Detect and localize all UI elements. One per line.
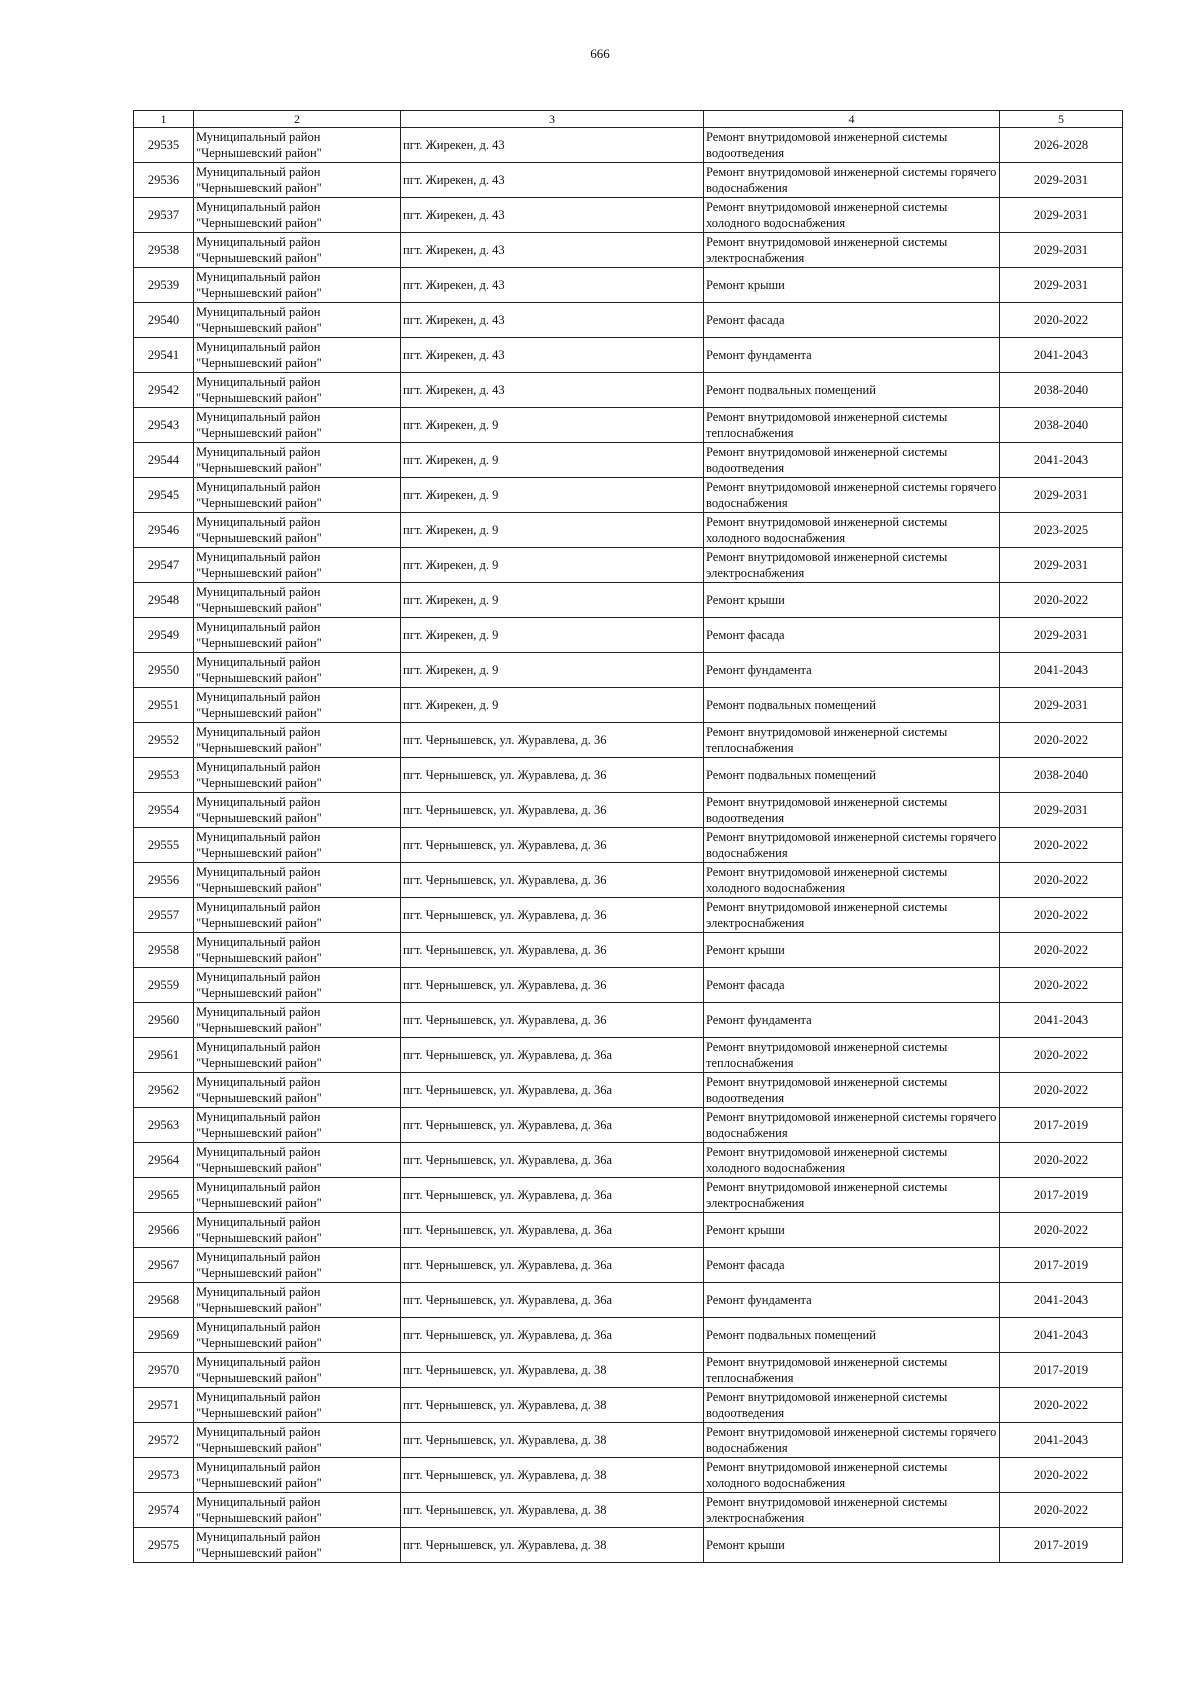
row-number-cell: 29554 [134,793,194,828]
row-number-cell: 29548 [134,583,194,618]
work-type-cell: Ремонт фасада [704,618,1000,653]
table-row [134,268,1123,303]
table-row [134,1038,1123,1073]
municipality-cell: Муниципальный район "Чернышевский район" [194,303,401,338]
table-row [134,1318,1123,1353]
column-header-1: 1 [134,111,194,128]
address-cell: пгт. Жирекен, д. 43 [401,268,704,303]
period-cell: 2041-2043 [1000,1423,1123,1458]
table-row [134,1213,1123,1248]
municipality-cell: Муниципальный район "Чернышевский район" [194,268,401,303]
table-row [134,443,1123,478]
address-cell: пгт. Жирекен, д. 9 [401,688,704,723]
row-number-cell: 29538 [134,233,194,268]
period-cell: 2029-2031 [1000,233,1123,268]
work-type-cell: Ремонт фундамента [704,653,1000,688]
row-number-cell: 29564 [134,1143,194,1178]
address-cell: пгт. Чернышевск, ул. Журавлева, д. 36а [401,1038,704,1073]
address-cell: пгт. Чернышевск, ул. Журавлева, д. 38 [401,1353,704,1388]
municipality-cell: Муниципальный район "Чернышевский район" [194,128,401,163]
municipality-cell: Муниципальный район "Чернышевский район" [194,1423,401,1458]
period-cell: 2020-2022 [1000,1213,1123,1248]
table-row [134,1248,1123,1283]
period-cell: 2020-2022 [1000,863,1123,898]
address-cell: пгт. Чернышевск, ул. Журавлева, д. 36 [401,758,704,793]
period-cell: 2020-2022 [1000,583,1123,618]
period-cell: 2041-2043 [1000,653,1123,688]
municipality-cell: Муниципальный район "Чернышевский район" [194,1388,401,1423]
municipality-cell: Муниципальный район "Чернышевский район" [194,898,401,933]
address-cell: пгт. Жирекен, д. 43 [401,198,704,233]
address-cell: пгт. Чернышевск, ул. Журавлева, д. 36а [401,1213,704,1248]
period-cell: 2020-2022 [1000,1493,1123,1528]
period-cell: 2029-2031 [1000,688,1123,723]
address-cell: пгт. Чернышевск, ул. Журавлева, д. 36а [401,1248,704,1283]
address-cell: пгт. Жирекен, д. 43 [401,338,704,373]
municipality-cell: Муниципальный район "Чернышевский район" [194,1213,401,1248]
period-cell: 2020-2022 [1000,968,1123,1003]
period-cell: 2020-2022 [1000,1458,1123,1493]
row-number-cell: 29561 [134,1038,194,1073]
work-type-cell: Ремонт фасада [704,968,1000,1003]
work-type-cell: Ремонт внутридомовой инженерной системы горячего водоснабжения [704,478,1000,513]
row-number-cell: 29569 [134,1318,194,1353]
period-cell: 2020-2022 [1000,898,1123,933]
table-row [134,583,1123,618]
work-type-cell: Ремонт внутридомовой инженерной системы горячего водоснабжения [704,828,1000,863]
address-cell: пгт. Жирекен, д. 9 [401,653,704,688]
period-cell: 2017-2019 [1000,1108,1123,1143]
period-cell: 2020-2022 [1000,1388,1123,1423]
period-cell: 2017-2019 [1000,1528,1123,1563]
table-row [134,723,1123,758]
period-cell: 2029-2031 [1000,268,1123,303]
row-number-cell: 29570 [134,1353,194,1388]
table-row [134,1283,1123,1318]
municipality-cell: Муниципальный район "Чернышевский район" [194,968,401,1003]
address-cell: пгт. Чернышевск, ул. Журавлева, д. 36а [401,1073,704,1108]
period-cell: 2026-2028 [1000,128,1123,163]
table-row [134,513,1123,548]
address-cell: пгт. Чернышевск, ул. Журавлева, д. 36а [401,1178,704,1213]
table-row [134,758,1123,793]
address-cell: пгт. Жирекен, д. 9 [401,478,704,513]
work-type-cell: Ремонт фасада [704,1248,1000,1283]
row-number-cell: 29545 [134,478,194,513]
period-cell: 2017-2019 [1000,1178,1123,1213]
table-row [134,933,1123,968]
table-row [134,688,1123,723]
address-cell: пгт. Жирекен, д. 9 [401,583,704,618]
work-type-cell: Ремонт внутридомовой инженерной системы горячего водоснабжения [704,1423,1000,1458]
work-type-cell: Ремонт внутридомовой инженерной системы электроснабжения [704,233,1000,268]
table-row [134,198,1123,233]
period-cell: 2038-2040 [1000,758,1123,793]
table-row [134,1388,1123,1423]
work-type-cell: Ремонт внутридомовой инженерной системы холодного водоснабжения [704,198,1000,233]
table-row [134,373,1123,408]
header-row [134,111,1123,128]
municipality-cell: Муниципальный район "Чернышевский район" [194,618,401,653]
period-cell: 2020-2022 [1000,933,1123,968]
municipality-cell: Муниципальный район "Чернышевский район" [194,408,401,443]
row-number-cell: 29567 [134,1248,194,1283]
row-number-cell: 29573 [134,1458,194,1493]
row-number-cell: 29550 [134,653,194,688]
registry-table [133,110,1123,1563]
period-cell: 2041-2043 [1000,1003,1123,1038]
table-row [134,303,1123,338]
address-cell: пгт. Жирекен, д. 43 [401,163,704,198]
row-number-cell: 29571 [134,1388,194,1423]
address-cell: пгт. Чернышевск, ул. Журавлева, д. 36 [401,793,704,828]
row-number-cell: 29575 [134,1528,194,1563]
work-type-cell: Ремонт внутридомовой инженерной системы горячего водоснабжения [704,1108,1000,1143]
row-number-cell: 29562 [134,1073,194,1108]
municipality-cell: Муниципальный район "Чернышевский район" [194,1283,401,1318]
period-cell: 2023-2025 [1000,513,1123,548]
work-type-cell: Ремонт внутридомовой инженерной системы холодного водоснабжения [704,1143,1000,1178]
period-cell: 2017-2019 [1000,1248,1123,1283]
column-header-3: 3 [401,111,704,128]
work-type-cell: Ремонт внутридомовой инженерной системы холодного водоснабжения [704,1458,1000,1493]
row-number-cell: 29557 [134,898,194,933]
period-cell: 2020-2022 [1000,828,1123,863]
municipality-cell: Муниципальный район "Чернышевский район" [194,1458,401,1493]
municipality-cell: Муниципальный район "Чернышевский район" [194,373,401,408]
column-header-2: 2 [194,111,401,128]
address-cell: пгт. Жирекен, д. 9 [401,408,704,443]
table-row [134,1528,1123,1563]
address-cell: пгт. Чернышевск, ул. Журавлева, д. 36 [401,1003,704,1038]
municipality-cell: Муниципальный район "Чернышевский район" [194,233,401,268]
address-cell: пгт. Чернышевск, ул. Журавлева, д. 36а [401,1283,704,1318]
table-row [134,1108,1123,1143]
row-number-cell: 29558 [134,933,194,968]
table-header [134,111,1123,128]
address-cell: пгт. Чернышевск, ул. Журавлева, д. 38 [401,1388,704,1423]
row-number-cell: 29565 [134,1178,194,1213]
table-body [134,128,1123,1563]
work-type-cell: Ремонт фундамента [704,1283,1000,1318]
address-cell: пгт. Жирекен, д. 9 [401,443,704,478]
address-cell: пгт. Чернышевск, ул. Журавлева, д. 36а [401,1143,704,1178]
address-cell: пгт. Чернышевск, ул. Журавлева, д. 36 [401,863,704,898]
work-type-cell: Ремонт внутридомовой инженерной системы электроснабжения [704,898,1000,933]
table-row [134,478,1123,513]
period-cell: 2041-2043 [1000,443,1123,478]
column-header-5: 5 [1000,111,1123,128]
table-row [134,163,1123,198]
address-cell: пгт. Чернышевск, ул. Журавлева, д. 36 [401,723,704,758]
municipality-cell: Муниципальный район "Чернышевский район" [194,1178,401,1213]
table-row [134,968,1123,1003]
work-type-cell: Ремонт внутридомовой инженерной системы электроснабжения [704,1178,1000,1213]
municipality-cell: Муниципальный район "Чернышевский район" [194,1528,401,1563]
municipality-cell: Муниципальный район "Чернышевский район" [194,1353,401,1388]
row-number-cell: 29560 [134,1003,194,1038]
address-cell: пгт. Жирекен, д. 9 [401,618,704,653]
work-type-cell: Ремонт внутридомовой инженерной системы водоотведения [704,793,1000,828]
table-row [134,653,1123,688]
period-cell: 2029-2031 [1000,618,1123,653]
work-type-cell: Ремонт внутридомовой инженерной системы водоотведения [704,443,1000,478]
row-number-cell: 29572 [134,1423,194,1458]
address-cell: пгт. Чернышевск, ул. Журавлева, д. 36 [401,968,704,1003]
municipality-cell: Муниципальный район "Чернышевский район" [194,1248,401,1283]
municipality-cell: Муниципальный район "Чернышевский район" [194,198,401,233]
row-number-cell: 29543 [134,408,194,443]
municipality-cell: Муниципальный район "Чернышевский район" [194,548,401,583]
municipality-cell: Муниципальный район "Чернышевский район" [194,653,401,688]
row-number-cell: 29546 [134,513,194,548]
work-type-cell: Ремонт фундамента [704,1003,1000,1038]
row-number-cell: 29574 [134,1493,194,1528]
work-type-cell: Ремонт внутридомовой инженерной системы водоотведения [704,128,1000,163]
address-cell: пгт. Жирекен, д. 9 [401,548,704,583]
municipality-cell: Муниципальный район "Чернышевский район" [194,758,401,793]
row-number-cell: 29566 [134,1213,194,1248]
municipality-cell: Муниципальный район "Чернышевский район" [194,163,401,198]
row-number-cell: 29549 [134,618,194,653]
period-cell: 2029-2031 [1000,548,1123,583]
work-type-cell: Ремонт внутридомовой инженерной системы водоотведения [704,1073,1000,1108]
row-number-cell: 29551 [134,688,194,723]
municipality-cell: Муниципальный район "Чернышевский район" [194,478,401,513]
table-row [134,1423,1123,1458]
period-cell: 2038-2040 [1000,373,1123,408]
work-type-cell: Ремонт крыши [704,583,1000,618]
address-cell: пгт. Чернышевск, ул. Журавлева, д. 36 [401,933,704,968]
period-cell: 2029-2031 [1000,478,1123,513]
table-row [134,898,1123,933]
table-row [134,618,1123,653]
work-type-cell: Ремонт внутридомовой инженерной системы водоотведения [704,1388,1000,1423]
municipality-cell: Муниципальный район "Чернышевский район" [194,933,401,968]
address-cell: пгт. Жирекен, д. 9 [401,513,704,548]
table-row [134,548,1123,583]
municipality-cell: Муниципальный район "Чернышевский район" [194,583,401,618]
period-cell: 2020-2022 [1000,1038,1123,1073]
table-row [134,793,1123,828]
row-number-cell: 29536 [134,163,194,198]
period-cell: 2041-2043 [1000,338,1123,373]
work-type-cell: Ремонт внутридомовой инженерной системы теплоснабжения [704,1038,1000,1073]
column-header-4: 4 [704,111,1000,128]
address-cell: пгт. Чернышевск, ул. Журавлева, д. 38 [401,1423,704,1458]
address-cell: пгт. Чернышевск, ул. Журавлева, д. 38 [401,1528,704,1563]
address-cell: пгт. Жирекен, д. 43 [401,233,704,268]
row-number-cell: 29552 [134,723,194,758]
work-type-cell: Ремонт фасада [704,303,1000,338]
address-cell: пгт. Чернышевск, ул. Журавлева, д. 36а [401,1108,704,1143]
municipality-cell: Муниципальный район "Чернышевский район" [194,688,401,723]
work-type-cell: Ремонт крыши [704,268,1000,303]
row-number-cell: 29568 [134,1283,194,1318]
work-type-cell: Ремонт крыши [704,1528,1000,1563]
work-type-cell: Ремонт подвальных помещений [704,688,1000,723]
work-type-cell: Ремонт внутридомовой инженерной системы электроснабжения [704,548,1000,583]
row-number-cell: 29540 [134,303,194,338]
period-cell: 2020-2022 [1000,1143,1123,1178]
municipality-cell: Муниципальный район "Чернышевский район" [194,443,401,478]
municipality-cell: Муниципальный район "Чернышевский район" [194,1038,401,1073]
table-row [134,1073,1123,1108]
address-cell: пгт. Чернышевск, ул. Журавлева, д. 36а [401,1318,704,1353]
municipality-cell: Муниципальный район "Чернышевский район" [194,863,401,898]
work-type-cell: Ремонт внутридомовой инженерной системы холодного водоснабжения [704,513,1000,548]
municipality-cell: Муниципальный район "Чернышевский район" [194,1003,401,1038]
page-number: 666 [590,46,610,61]
period-cell: 2029-2031 [1000,198,1123,233]
period-cell: 2020-2022 [1000,303,1123,338]
work-type-cell: Ремонт внутридомовой инженерной системы горячего водоснабжения [704,163,1000,198]
address-cell: пгт. Чернышевск, ул. Журавлева, д. 38 [401,1493,704,1528]
row-number-cell: 29537 [134,198,194,233]
municipality-cell: Муниципальный район "Чернышевский район" [194,723,401,758]
address-cell: пгт. Жирекен, д. 43 [401,373,704,408]
table-row [134,828,1123,863]
table-row [134,1458,1123,1493]
work-type-cell: Ремонт внутридомовой инженерной системы электроснабжения [704,1493,1000,1528]
work-type-cell: Ремонт внутридомовой инженерной системы теплоснабжения [704,723,1000,758]
row-number-cell: 29553 [134,758,194,793]
address-cell: пгт. Жирекен, д. 43 [401,303,704,338]
work-type-cell: Ремонт фундамента [704,338,1000,373]
work-type-cell: Ремонт крыши [704,1213,1000,1248]
row-number-cell: 29556 [134,863,194,898]
address-cell: пгт. Чернышевск, ул. Журавлева, д. 36 [401,898,704,933]
address-cell: пгт. Чернышевск, ул. Журавлева, д. 38 [401,1458,704,1493]
municipality-cell: Муниципальный район "Чернышевский район" [194,793,401,828]
row-number-cell: 29555 [134,828,194,863]
table-row [134,1003,1123,1038]
municipality-cell: Муниципальный район "Чернышевский район" [194,1108,401,1143]
row-number-cell: 29559 [134,968,194,1003]
work-type-cell: Ремонт подвальных помещений [704,373,1000,408]
municipality-cell: Муниципальный район "Чернышевский район" [194,338,401,373]
row-number-cell: 29563 [134,1108,194,1143]
work-type-cell: Ремонт подвальных помещений [704,1318,1000,1353]
municipality-cell: Муниципальный район "Чернышевский район" [194,1493,401,1528]
work-type-cell: Ремонт внутридомовой инженерной системы теплоснабжения [704,408,1000,443]
municipality-cell: Муниципальный район "Чернышевский район" [194,1318,401,1353]
municipality-cell: Муниципальный район "Чернышевский район" [194,1143,401,1178]
table-row [134,1353,1123,1388]
row-number-cell: 29541 [134,338,194,373]
table-row [134,408,1123,443]
period-cell: 2020-2022 [1000,723,1123,758]
work-type-cell: Ремонт внутридомовой инженерной системы холодного водоснабжения [704,863,1000,898]
address-cell: пгт. Чернышевск, ул. Журавлева, д. 36 [401,828,704,863]
table-row [134,1143,1123,1178]
period-cell: 2017-2019 [1000,1353,1123,1388]
period-cell: 2029-2031 [1000,793,1123,828]
row-number-cell: 29535 [134,128,194,163]
row-number-cell: 29547 [134,548,194,583]
period-cell: 2029-2031 [1000,163,1123,198]
table-row [134,128,1123,163]
period-cell: 2038-2040 [1000,408,1123,443]
period-cell: 2041-2043 [1000,1283,1123,1318]
work-type-cell: Ремонт подвальных помещений [704,758,1000,793]
period-cell: 2020-2022 [1000,1073,1123,1108]
table-row [134,233,1123,268]
row-number-cell: 29542 [134,373,194,408]
row-number-cell: 29544 [134,443,194,478]
table-row [134,863,1123,898]
work-type-cell: Ремонт внутридомовой инженерной системы теплоснабжения [704,1353,1000,1388]
table-row [134,1493,1123,1528]
table-row [134,338,1123,373]
work-type-cell: Ремонт крыши [704,933,1000,968]
table-row [134,1178,1123,1213]
row-number-cell: 29539 [134,268,194,303]
municipality-cell: Муниципальный район "Чернышевский район" [194,828,401,863]
municipality-cell: Муниципальный район "Чернышевский район" [194,1073,401,1108]
municipality-cell: Муниципальный район "Чернышевский район" [194,513,401,548]
address-cell: пгт. Жирекен, д. 43 [401,128,704,163]
period-cell: 2041-2043 [1000,1318,1123,1353]
